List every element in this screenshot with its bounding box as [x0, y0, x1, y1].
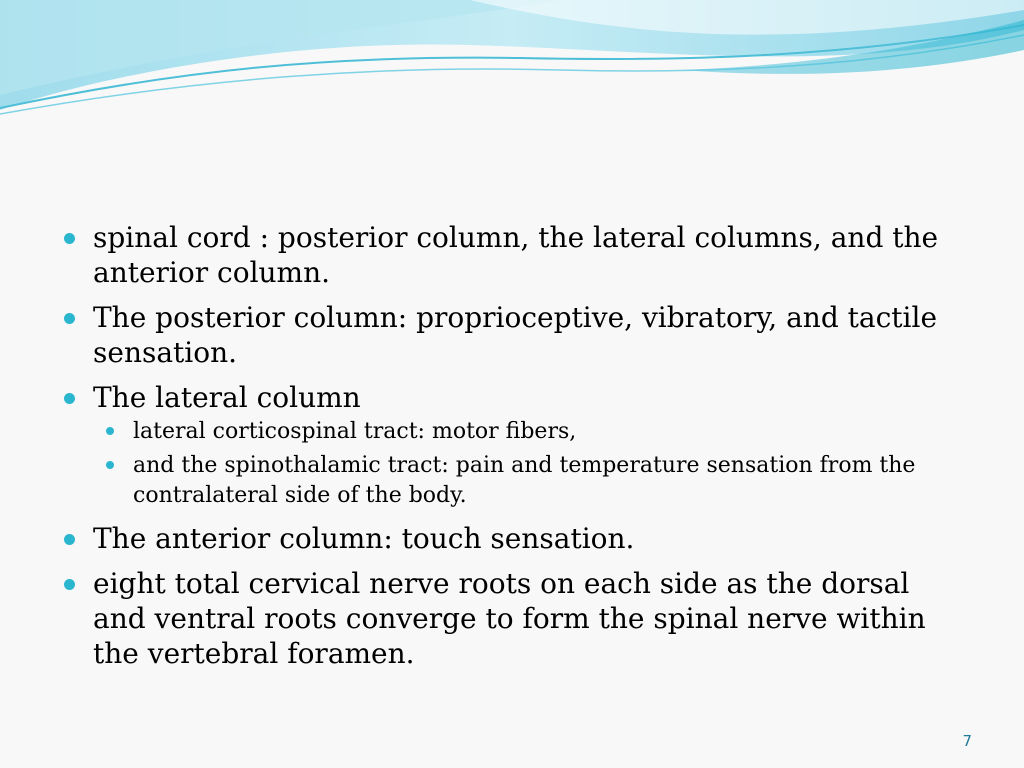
header-wave-decoration	[0, 0, 1024, 130]
bullet-list	[62, 220, 962, 681]
sub-bullet-text: and the spinothalamic tract: pain and temperature sensation from the contralateral side of the body.	[133, 453, 916, 508]
bullet-item	[62, 566, 962, 671]
bullet-dot-icon	[64, 579, 75, 590]
sub-bullet-list	[62, 417, 962, 511]
bullet-text: The posterior column: proprioceptive, vibratory, and tactile sensation.	[93, 301, 938, 369]
bullet-item	[62, 220, 962, 290]
sub-bullet-dot-icon	[106, 461, 114, 469]
bullet-text: eight total cervical nerve roots on each side as the dorsal and ventral roots converge to form the spinal nerve within the vertebral foramen.	[93, 567, 926, 670]
sub-bullet-item	[104, 451, 962, 511]
bullet-dot-icon	[64, 233, 75, 244]
bullet-text: The anterior column: touch sensation.	[93, 522, 635, 555]
sub-bullet-item	[104, 417, 962, 447]
bullet-item	[62, 300, 962, 370]
bullet-dot-icon	[64, 313, 75, 324]
bullet-item	[62, 521, 962, 556]
sub-bullet-dot-icon	[106, 427, 114, 435]
page-number: 7	[962, 732, 972, 750]
sub-bullet-text: lateral corticospinal tract: motor fibers,	[133, 419, 577, 444]
bullet-text: spinal cord : posterior column, the lateral columns, and the anterior column.	[93, 221, 939, 289]
bullet-text: The lateral column	[93, 381, 361, 414]
bullet-item	[62, 380, 962, 415]
bullet-dot-icon	[64, 393, 75, 404]
bullet-dot-icon	[64, 534, 75, 545]
